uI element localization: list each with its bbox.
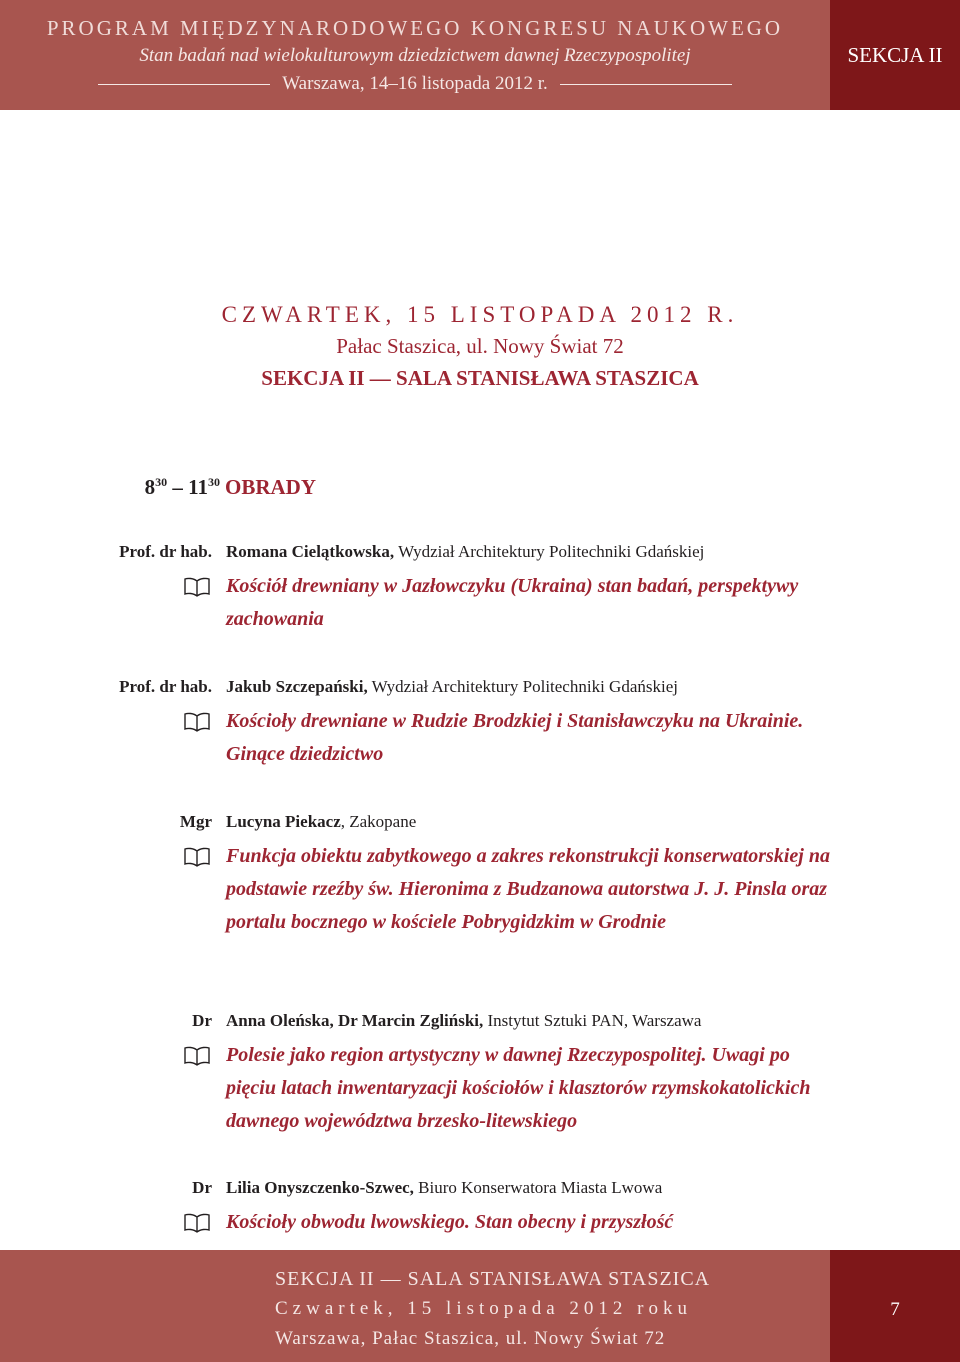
paper-title: Funkcja obiektu zabytkowego a zakres rekonstrukcji konserwatorskiej na podstawie rzeźby św. Hieronima z Budzanowa autorstwa J. J. Pinsla oraz portalu bocznego w kościele Pobrygidzkim w Grodnie [226, 845, 830, 933]
session-start-hour: 8 [144, 475, 156, 499]
author-row [0, 677, 960, 705]
paper-title: Kościoły obwodu lwowskiego. Stan obecny i przyszłość [226, 1211, 674, 1233]
author-affiliation: Wydział Architektury Politechniki Gdańskiej [371, 677, 678, 696]
page-header [0, 0, 830, 110]
paper-row [0, 840, 960, 1010]
open-book-icon [184, 1046, 210, 1066]
author-row [0, 542, 960, 570]
day-section: SEKCJA II — SALA STANISŁAWA STASZICA [261, 366, 699, 390]
paper-title: Kościoły drewniane w Rudzie Brodzkiej i Stanisławczyku na Ukrainie. Ginące dziedzictwo [226, 710, 804, 765]
session-label: OBRADY [225, 475, 317, 499]
academic-title: Prof. dr hab. [119, 677, 212, 696]
author-name: Lilia Onyszczenko-Szwec, [226, 1178, 414, 1197]
header-rule-left [98, 84, 270, 85]
paper-row [0, 1039, 960, 1143]
speaker-entry [0, 542, 960, 640]
open-book-icon [184, 847, 210, 867]
paper-title: Kościół drewniany w Jazłowczyku (Ukraina) stan badań, perspektywy zachowania [226, 575, 799, 630]
paper-row [0, 1206, 960, 1242]
footer-section: SEKCJA II — SALA STANISŁAWA STASZICA [275, 1268, 711, 1290]
congress-place-text: Warszawa, 14–16 listopada 2012 r. [282, 73, 548, 94]
speaker-entry [0, 677, 960, 775]
page-footer [0, 1250, 830, 1362]
session-end-min: 30 [208, 475, 220, 489]
author-line [226, 677, 678, 697]
congress-place-date [0, 73, 830, 95]
author-line [226, 1178, 662, 1198]
author-affiliation: Instytut Sztuki PAN, Warszawa [487, 1011, 702, 1030]
paper-row [0, 570, 960, 640]
session-end-hour: 11 [188, 475, 208, 499]
page-number: 7 [830, 1250, 960, 1362]
open-book-icon [184, 712, 210, 732]
author-row [0, 1011, 960, 1039]
author-name: Anna Oleńska, Dr Marcin Zgliński, [226, 1011, 484, 1030]
author-line [226, 812, 416, 832]
session-start-min: 30 [155, 475, 168, 489]
open-book-icon [184, 1213, 210, 1233]
academic-title: Prof. dr hab. [119, 542, 212, 561]
academic-title: Dr [192, 1178, 212, 1197]
speaker-entry [0, 1178, 960, 1242]
author-name: Romana Cielątkowska, [226, 542, 395, 561]
author-row [0, 1178, 960, 1206]
footer-place: Warszawa, Pałac Staszica, ul. Nowy Świat 72 [275, 1328, 666, 1349]
author-row [0, 812, 960, 840]
session-row [0, 475, 960, 505]
section-badge: SEKCJA II [830, 0, 960, 110]
paper-row [0, 705, 960, 775]
session-time: $8^{30} - 11^{30}$ [144, 475, 220, 499]
academic-title: Mgr [179, 812, 212, 831]
day-heading [0, 300, 960, 394]
author-affiliation: Biuro Konserwatora Miasta Lwowa [418, 1178, 663, 1197]
congress-subtitle: Stan badań nad wielokulturowym dziedzictwem dawnej Rzeczypospolitej [139, 45, 691, 66]
author-name: Lucyna Piekacz [226, 812, 341, 831]
author-name: Jakub Szczepański, [226, 677, 368, 696]
author-line [226, 1011, 701, 1031]
footer-date: Czwartek, 15 listopada 2012 roku [275, 1298, 692, 1319]
header-rule-right [560, 84, 732, 85]
day-venue: Pałac Staszica, ul. Nowy Świat 72 [336, 334, 624, 358]
day-date: CZWARTEK, 15 LISTOPADA 2012 R. [221, 302, 739, 327]
speaker-entry [0, 812, 960, 1010]
speaker-entry [0, 1011, 960, 1143]
open-book-icon [184, 577, 210, 597]
author-affiliation: Wydział Architektury Politechniki Gdańskiej [398, 542, 705, 561]
author-line [226, 542, 704, 562]
author-affiliation: , Zakopane [340, 812, 417, 831]
academic-title: Dr [192, 1011, 212, 1030]
paper-title: Polesie jako region artystyczny w dawnej Rzeczypospolitej. Uwagi po pięciu latach inwentaryzacji kościołów i klasztorów rzymskokatolickich dawnego województwa brzesko-litewskiego [226, 1044, 811, 1132]
congress-program-title: PROGRAM MIĘDZYNARODOWEGO KONGRESU NAUKOWEGO [46, 16, 784, 40]
